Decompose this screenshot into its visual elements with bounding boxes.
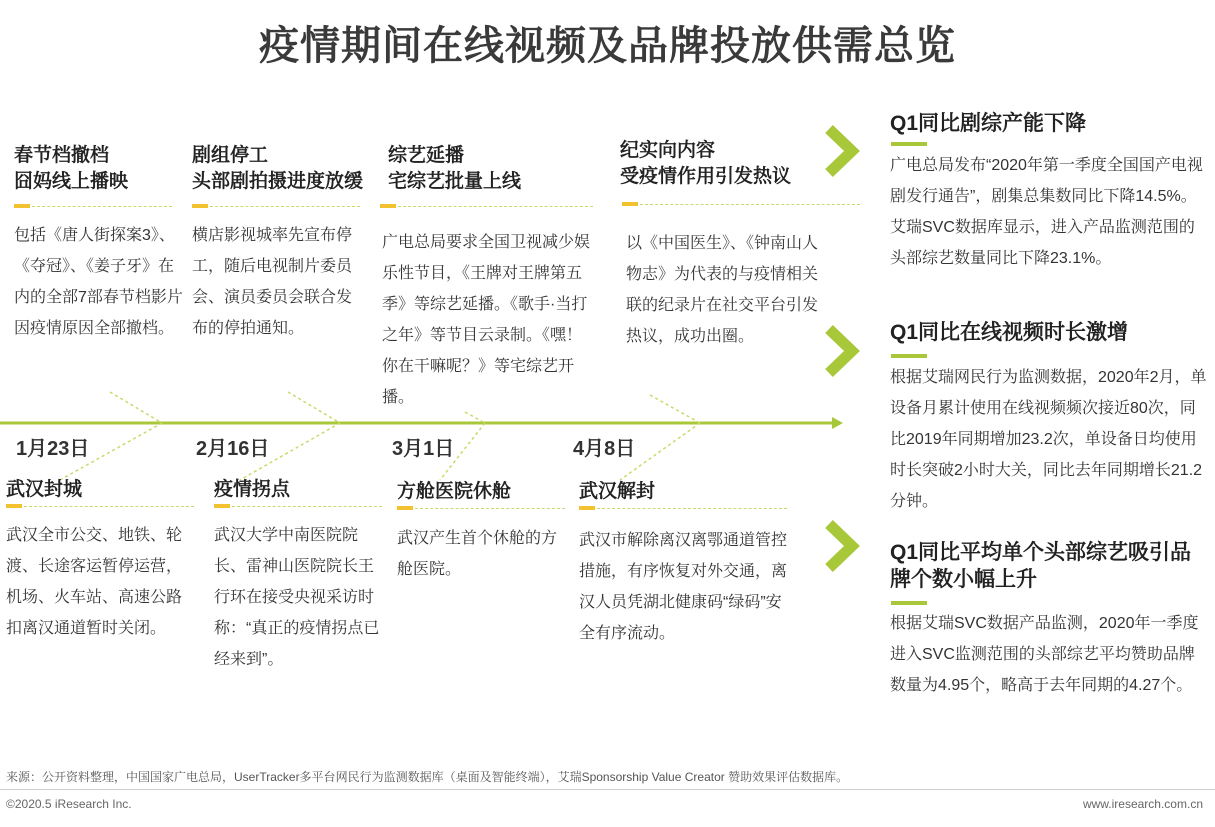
heading-line: 纪实向内容 [620,140,716,161]
bottom-event-2-heading: 疫情拐点 [214,479,291,500]
accent-marker [214,504,230,508]
connector-line [650,395,700,423]
insight-3-text: 根据艾瑞SVC数据产品监测，2020年一季度进入SVC监测范围的头部综艺平均赞助品牌数量为4.95个，略高于去年同期的4.27个。 [890,615,1199,694]
timeline-date-4: 4月8日 [573,438,636,460]
top-event-3-description: 广电总局要求全国卫视减少娱乐性节目，《王牌对王牌第五季》等综艺延播。《歌手·当打之年》等节目云录制。《嘿！你在干嘛呢？》等宅综艺开播。 [382,234,591,406]
page-title: 疫情期间在线视频及品牌投放供需总览 [259,24,956,68]
heading-line: 囧妈线上播映 [14,171,129,192]
copyright: ©2020.5 iResearch Inc. [6,797,132,811]
connector-line [288,392,340,423]
heading-line: 剧组停工 [192,145,269,166]
connector-line [465,412,485,423]
heading-line: 综艺延播 [388,145,465,166]
insight-1-title: Q1同比剧综产能下降 [890,112,1087,135]
heading-line: 头部剧拍摄进度放缓 [192,171,364,192]
bottom-event-1-description: 武汉全市公交、地铁、轮渡、长途客运暂停运营，机场、火车站、高速公路扣离汉通道暂时关闭。 [6,527,183,637]
heading-line: 春节档撤档 [14,145,110,166]
insight-2-bar [891,354,927,358]
heading-line: 受疫情作用引发热议 [620,166,792,187]
chevron-right-icon [823,519,863,573]
dashed-separator [597,508,787,509]
source-note: 来源：公开资料整理，中国国家广电总局，UserTracker多平台网民行为监测数据库（桌面及智能终端），艾瑞Sponsorship Value Creator 赞助效果评估数据库。 [6,770,849,784]
heading-line: 宅综艺批量上线 [388,171,522,192]
insight-3-bar [891,601,927,605]
timeline-date-2: 2月16日 [196,438,270,460]
dashed-separator [232,506,382,507]
dashed-separator [24,506,194,507]
accent-marker [579,506,595,510]
top-event-4-description: 以《中国医生》、《钟南山人物志》为代表的与疫情相关联的纪录片在社交平台引发热议，成功出圈。 [626,235,819,345]
bottom-event-4-heading: 武汉解封 [579,481,656,502]
chevron-right-icon [823,324,863,378]
bottom-event-2-description: 武汉大学中南医院院长、雷神山医院院长王行环在接受央视采访时称：“真正的疫情拐点已经来到”。 [214,527,380,668]
insight-2-title: Q1同比在线视频时长激增 [890,321,1129,344]
bottom-event-3-heading: 方舱医院休舱 [397,481,512,502]
top-event-2-description: 横店影视城率先宣布停工，随后电视制片委员会、演员委员会联合发布的停拍通知。 [192,227,353,337]
timeline-date-3: 3月1日 [392,438,455,460]
footer-divider [0,789,1215,790]
insight-1-text: 广电总局发布“2020年第一季度全国国产电视剧发行通告”，剧集总集数同比下降14.5%。艾瑞SVC数据库显示，进入产品监测范围的头部综艺数量同比下降23.1%。 [890,157,1203,267]
timeline-date-1: 1月23日 [16,438,90,460]
insight-3-title: Q1同比平均单个头部综艺吸引品牌个数小幅上升 [890,541,1192,591]
website-link[interactable]: www.iresearch.com.cn [1082,797,1203,811]
bottom-event-4-description: 武汉市解除离汉离鄂通道管控措施，有序恢复对外交通，离汉人员凭湖北健康码“绿码”安全有序流动。 [579,532,788,642]
chevron-right-icon [823,124,863,178]
dashed-separator [415,508,565,509]
insight-2-text: 根据艾瑞网民行为监测数据，2020年2月，单设备月累计使用在线视频频次接近80次，同比2019年同期增加23.2次，单设备日均使用时长突破2小时大关，同比去年同期增长21.2分钟。 [890,369,1207,510]
accent-marker [6,504,22,508]
bottom-event-3-description: 武汉产生首个休舱的方舱医院。 [397,530,558,578]
insight-1-bar [891,142,927,146]
top-event-1-description: 包括《唐人街探案3》、《夺冠》、《姜子牙》在内的全部7部春节档影片因疫情原因全部撤档。 [14,227,183,337]
connector-line [110,392,162,423]
accent-marker [397,506,413,510]
timeline-arrow [832,417,843,429]
bottom-event-1-heading: 武汉封城 [6,479,83,500]
